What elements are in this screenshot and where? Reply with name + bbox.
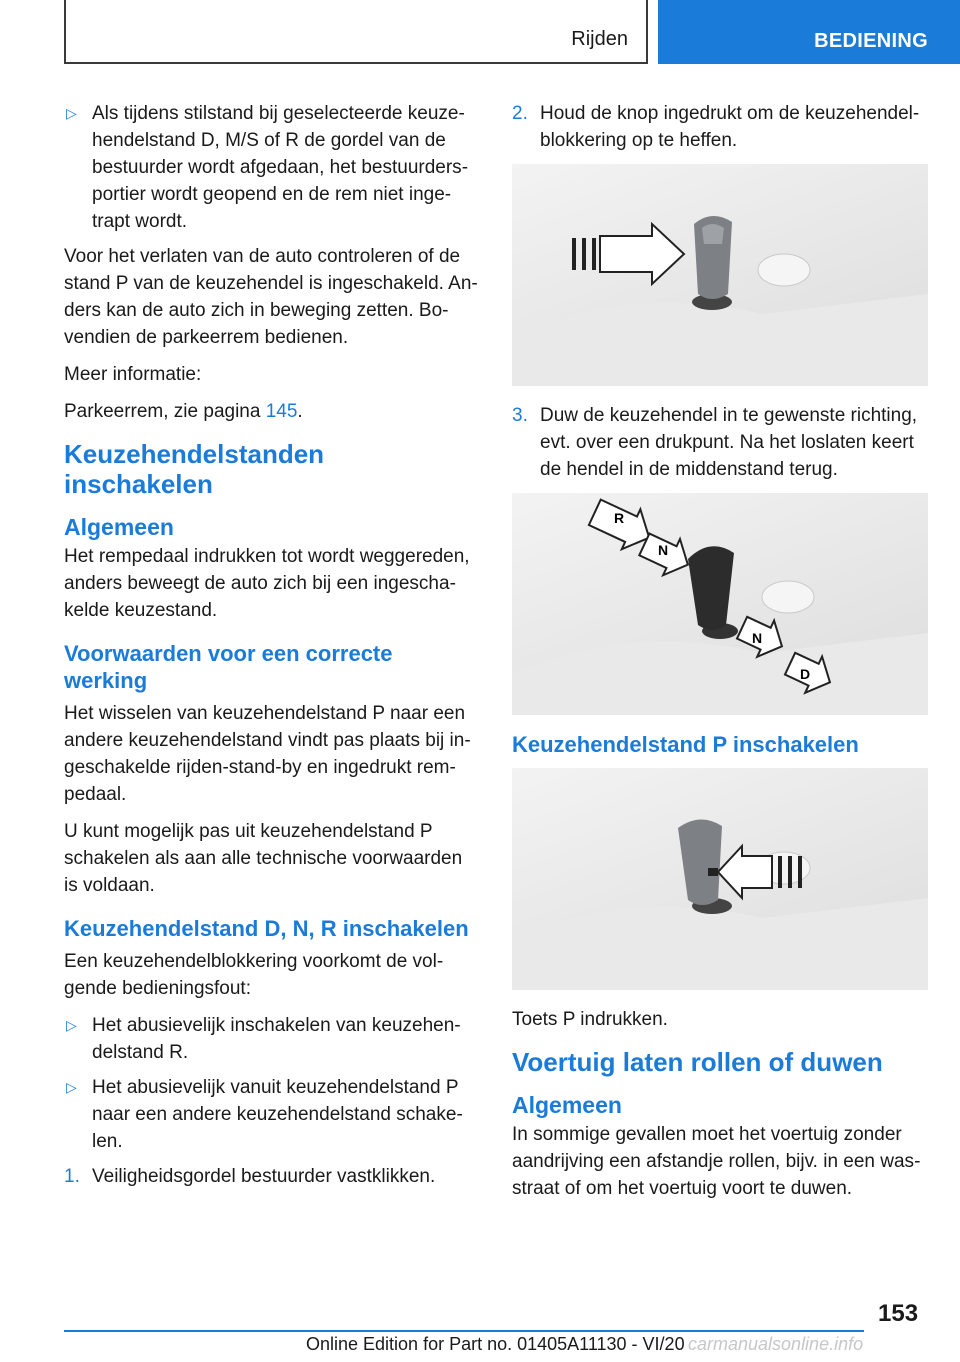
list-item-text: Als tijdens stilstand bij geselecteerde keuzehendelstand D, M/S of R de gordel van de bestuurder wordt afgedaan, het bestuurdersportier wordt geopend en de rem niet ingetrapt wordt.	[92, 103, 469, 232]
section-heading: Keuzehendelstanden inschakelen	[64, 439, 325, 499]
footer-edition: Online Edition for Part no. 01405A11130 - VI/20	[306, 1334, 685, 1354]
footer-watermark: carmanualsonline.info	[688, 1334, 864, 1354]
gear-lever-icon	[512, 164, 928, 386]
step-item	[64, 1163, 478, 1190]
step-item	[512, 402, 928, 483]
header-chapter-title: BEDIENING	[814, 30, 928, 52]
triangle-bullet-icon: ▷	[66, 1079, 77, 1095]
left-column	[64, 100, 478, 1198]
gear-selector-unlock-illustration	[512, 164, 928, 386]
subsection-heading: Keuzehendelstand D, N, R inschakelen	[64, 916, 469, 941]
position-label-n: N	[752, 630, 763, 646]
step-number: 3.	[512, 405, 528, 426]
cross-reference-text: Parkeerrem, zie pagina	[64, 401, 266, 422]
cross-reference: Parkeerrem, zie pagina 145.	[64, 401, 303, 422]
subsection-heading: Algemeen	[64, 514, 174, 540]
paragraph: In sommige gevallen moet het voertuig zonder aandrijving een afstandje rollen, bijv. in een wasstraat of om het voertuig voort te duwen.	[512, 1124, 921, 1199]
footer-divider	[64, 1330, 864, 1332]
triangle-bullet-icon: ▷	[66, 105, 77, 121]
park-button-illustration	[512, 768, 928, 990]
gear-selector-direction-illustration	[512, 493, 928, 715]
triangle-bullet-icon: ▷	[66, 1017, 77, 1033]
step-number: 2.	[512, 103, 528, 124]
paragraph: Een keuzehendelblokkering voorkomt de volgende bedieningsfout:	[64, 951, 444, 999]
step-number: 1.	[64, 1166, 80, 1187]
step-text: Veiligheidsgordel bestuurder vastklikken.	[92, 1166, 436, 1187]
page-link[interactable]: 145	[265, 401, 298, 422]
paragraph: Meer informatie:	[64, 364, 202, 385]
header-section-box	[64, 0, 648, 64]
paragraph: Toets P indrukken.	[512, 1009, 668, 1030]
position-label-r: R	[614, 510, 625, 526]
subsection-heading: Algemeen	[512, 1092, 622, 1118]
step-text: Houd de knop ingedrukt om de keuzehendelblokkering op te heffen.	[540, 103, 920, 151]
park-button-icon	[512, 768, 928, 990]
subsection-heading: Voorwaarden voor een correcte werking	[64, 641, 393, 693]
subsection-heading: Keuzehendelstand P inschakelen	[512, 732, 859, 757]
paragraph: Het rempedaal indrukken tot wordt weggereden, anders beweegt de auto zich bij een ingeschakelde keuzestand.	[64, 546, 470, 621]
list-item-text: Het abusievelijk vanuit keuzehendelstand P naar een andere keuzehendelstand schakelen.	[92, 1077, 463, 1152]
position-label-n: N	[658, 542, 669, 558]
step-text: Duw de keuzehendel in te gewenste richting, evt. over een drukpunt. Na het loslaten keert de hendel in de middenstand terug.	[540, 405, 918, 480]
section-heading: Voertuig laten rollen of duwen	[512, 1047, 883, 1077]
list-item-text: Het abusievelijk inschakelen van keuzehendelstand R.	[92, 1015, 461, 1063]
position-label-d: D	[800, 666, 811, 682]
paragraph: Voor het verlaten van de auto controleren of de stand P van de keuzehendel is ingeschakeld. Anders kan de auto zich in beweging zetten. Bovendien de parkeerrem bedienen.	[64, 246, 478, 348]
header-section-title: Rijden	[571, 28, 628, 50]
header-chapter-box	[658, 0, 960, 64]
right-column	[512, 100, 928, 1212]
gear-directions-icon	[512, 493, 928, 715]
step-item	[512, 100, 928, 154]
list-item	[64, 100, 478, 235]
paragraph: U kunt mogelijk pas uit keuzehendelstand P schakelen als aan alle technische voorwaarden is voldaan.	[64, 821, 463, 896]
paragraph: Het wisselen van keuzehendelstand P naar een andere keuzehendelstand vindt pas plaats bij ingeschakelde rijden-stand-by en ingedrukt rempedaal.	[64, 703, 471, 805]
list-item	[64, 1012, 478, 1066]
list-item	[64, 1074, 478, 1155]
page-number: 153	[878, 1300, 919, 1327]
